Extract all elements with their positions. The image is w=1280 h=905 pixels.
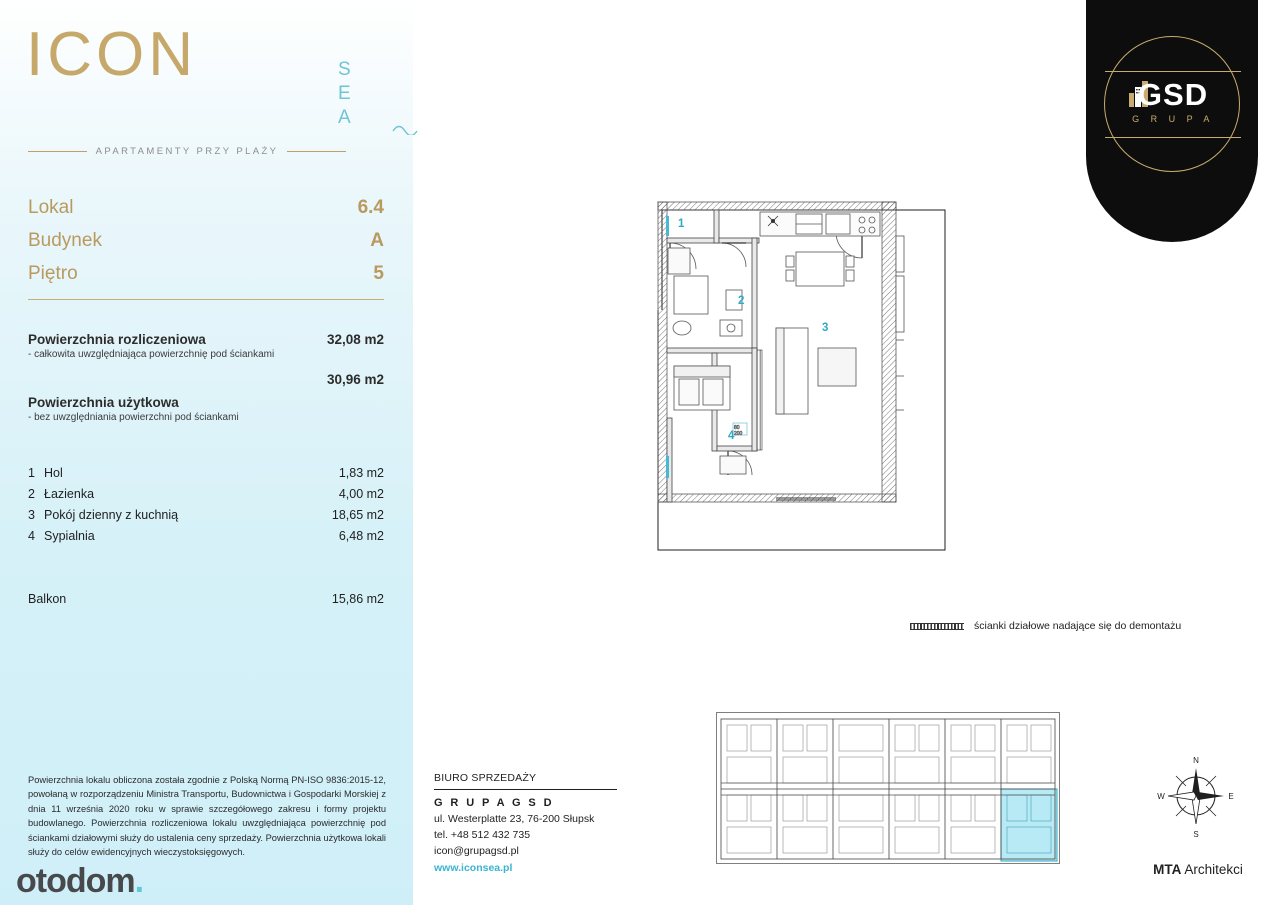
sales-email[interactable]: icon@grupagsd.pl (434, 845, 519, 857)
room-name: Hol (44, 465, 63, 480)
list-item (28, 483, 384, 504)
floorplan-drawing (600, 180, 1020, 580)
list-item (28, 462, 384, 483)
room-number-marker-4: 4 (728, 430, 735, 442)
billing-area-note: - całkowita uwzględniająca powierzchnię pod ściankami (28, 349, 275, 360)
billing-area-row (28, 332, 384, 347)
room-number: 2 (28, 486, 35, 501)
sales-divider (434, 789, 617, 790)
logo-sea-line-1: S (338, 59, 356, 80)
legend-label: ścianki działowe nadające się do demontażu (974, 620, 1182, 632)
room-number: 3 (28, 507, 35, 522)
room-name: Łazienka (44, 486, 95, 501)
logo-sea-line-3: A (338, 106, 356, 128)
room-area: 6,48 m2 (338, 528, 384, 543)
sales-website-link[interactable]: www.iconsea.pl (434, 862, 513, 874)
sales-company: G R U P A G S D (434, 797, 554, 809)
sales-phone[interactable]: tel. +48 512 432 735 (434, 829, 531, 841)
room-number-marker-3: 3 (822, 322, 829, 334)
room-area: 1,83 m2 (338, 465, 384, 480)
logo-sea-text (338, 58, 356, 129)
otodom-watermark (16, 862, 143, 901)
compass-icon (1152, 752, 1240, 840)
tagline-text: APARTAMENTY PRZY PLAŻY (95, 146, 279, 157)
room-number: 4 (28, 528, 35, 543)
section-divider (28, 299, 384, 300)
legend (910, 620, 1181, 632)
list-item (28, 525, 384, 546)
divider-left (28, 151, 87, 152)
usable-area-value: 30,96 m2 (326, 372, 384, 387)
compass-west-label: W (1157, 792, 1165, 801)
demountable-wall-swatch (910, 623, 964, 630)
billing-area-label: Powierzchnia rozliczeniowa (28, 332, 206, 347)
compass-east-label: E (1228, 792, 1234, 801)
unit-info-value: A (370, 230, 384, 251)
unit-info-label: Budynek (28, 230, 102, 251)
compass-north-label: N (1193, 756, 1199, 765)
svg-text:80: 80 (734, 425, 740, 431)
tagline-row (28, 146, 346, 157)
room-name: Pokój dzienny z kuchnią (44, 507, 179, 522)
architect-suffix: Architekci (1181, 862, 1243, 877)
usable-area-label: Powierzchnia użytkowa (28, 395, 179, 410)
gsd-name: GSD (1137, 77, 1209, 112)
area-summary (28, 332, 384, 423)
sales-address: ul. Westerplatte 23, 76-200 Słupsk (434, 813, 595, 825)
gsd-text-block (1105, 79, 1241, 124)
usable-area-note: - bez uwzględniania powierzchni pod ściankami (28, 412, 239, 423)
svg-text:200: 200 (734, 431, 743, 437)
logo-wordmark: ICON (26, 20, 197, 89)
divider-right (287, 151, 346, 152)
balcony-area: 15,86 m2 (331, 592, 384, 606)
info-panel (0, 0, 413, 905)
architect-credit (1128, 862, 1268, 877)
gsd-rule-bottom (1105, 137, 1241, 138)
gsd-rule-top (1105, 71, 1241, 72)
wave-icon (392, 123, 418, 135)
room-area: 18,65 m2 (331, 507, 384, 522)
table-row (28, 225, 384, 258)
logo-sea-line-2: E (338, 82, 356, 104)
unit-info-label: Piętro (28, 263, 78, 284)
billing-area-value: 32,08 m2 (326, 332, 384, 347)
room-list (28, 462, 384, 546)
table-row (28, 258, 384, 291)
gsd-circle (1104, 36, 1240, 172)
unit-info-value: 5 (373, 263, 384, 284)
watermark-dot: . (134, 862, 144, 900)
architect-name: MTA (1153, 862, 1182, 877)
room-number: 1 (28, 465, 35, 480)
balcony-label: Balkon (28, 592, 67, 606)
unit-info-table (28, 192, 384, 300)
unit-info-value: 6.4 (357, 197, 384, 218)
brand-logo (26, 20, 396, 164)
key-plan-drawing (717, 713, 1059, 863)
unit-info-label: Lokal (28, 197, 74, 218)
room-area: 4,00 m2 (338, 486, 384, 501)
sales-office-block (434, 772, 624, 874)
list-item (28, 504, 384, 525)
room-number-marker-1: 1 (678, 218, 685, 230)
watermark-text: otodom (16, 862, 135, 900)
key-plan (716, 712, 1060, 864)
gsd-subtitle: G R U P A (1132, 113, 1214, 124)
balcony-row (28, 592, 384, 606)
compass-south-label: S (1193, 830, 1199, 839)
table-row (28, 192, 384, 225)
floorplan (600, 180, 1020, 580)
gsd-logo-badge (1086, 0, 1258, 242)
legal-disclaimer: Powierzchnia lokalu obliczona została zgodnie z Polską Normą PN-ISO 9836:2015-12, powołaną w rozporządzeniu Ministra Transportu, Budownictwa i Gospodarki Morskiej z dnia 11 września 2020 roku w sprawie szczegółowego zakresu i formy projektu budowlanego. Powierzchnia rozliczeniowa lokalu uwzględniająca powierzchnię pod ściankami działowymi służy do ustalenia ceny sprzedaży. Powierzchnia użytkowa lokali służy do celów ewidencyjnych wieczystoksięgowych. (28, 775, 386, 858)
room-number-marker-2: 2 (738, 295, 745, 307)
room-name: Sypialnia (44, 528, 95, 543)
sales-office-header: BIURO SPRZEDAŻY (434, 772, 537, 784)
